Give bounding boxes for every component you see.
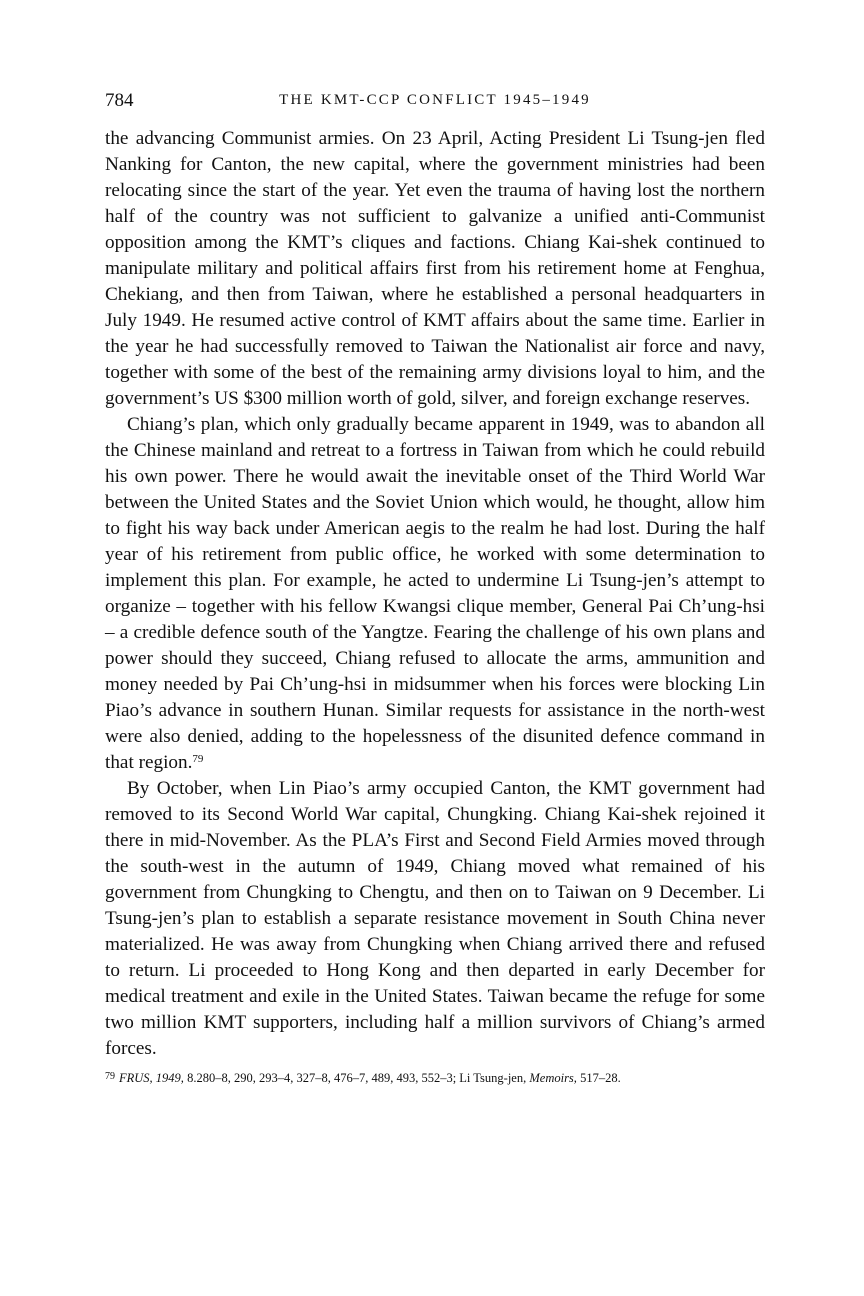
running-head: THE KMT-CCP CONFLICT 1945–1949 [279, 92, 591, 108]
paragraph-2-text: Chiang’s plan, which only gradually became apparent in 1949, was to abandon all the Chinese mainland and retreat to a fortress in Taiwan from which he could rebuild his own power. There he would await the inevitable onset of the Third World War between the United States and the Soviet Union which would, he thought, allow him to fight his way back under American aegis to the realm he had lost. During the half year of his retirement from public office, he worked with some determination to implement this plan. For example, he acted to undermine Li Tsung-jen’s attempt to organize – together with his fellow Kwangsi clique member, General Pai Ch’ung-hsi – a credible defence south of the Yangtze. Fearing the challenge of his own plans and power should they succeed, Chiang refused to allocate the arms, ammunition and money needed by Pai Ch’ung-hsi in midsummer when his forces were blocking Lin Piao’s advance in southern Hunan. Similar requests for assistance in the north-west were also denied, adding to the hopelessness of the disunited defence command in that region. [105, 414, 765, 773]
paragraph-1: the advancing Communist armies. On 23 April, Acting President Li Tsung-jen fled Nanking for Canton, the new capital, where the government ministries had been relocating since the start of the year. Yet even the trauma of having lost the northern half of the country was not sufficient to galvanize a unified anti-Communist opposition among the KMT’s cliques and factions. Chiang Kai-shek continued to manipulate military and political affairs first from his retirement home at Fenghua, Chekiang, and then from Taiwan, where he established a personal headquarters in July 1949. He resumed active control of KMT affairs about the same time. Earlier in the year he had successfully removed to Taiwan the Nationalist air force and navy, together with some of the best of the remaining army divisions loyal to him, and the government’s US $300 million worth of gold, silver, and foreign exchange reserves. [105, 128, 765, 409]
footnote-pages-frus: 8.280–8, 290, 293–4, 327–8, 476–7, 489, 493, 552–3; Li Tsung-jen, [183, 1071, 530, 1085]
paragraph-2 [105, 412, 765, 776]
page-header [105, 90, 765, 114]
footnote-source-frus: FRUS, 1949, [119, 1071, 184, 1085]
footnote [105, 1068, 765, 1087]
page-number: 784 [105, 90, 134, 111]
paragraph-3: By October, when Lin Piao’s army occupied Canton, the KMT government had removed to its Second World War capital, Chungking. Chiang Kai-shek rejoined it there in mid-November. As the PLA’s First and Second Field Armies moved through the south-west in the autumn of 1949, Chiang moved what remained of his government from Chungking to Chengtu, and then on to Taiwan on 9 December. Li Tsung-jen’s plan to establish a separate resistance movement in South China never materialized. He was away from Chungking when Chiang arrived there and refused to return. Li proceeded to Hong Kong and then departed in early December for medical treatment and exile in the United States. Taiwan became the refuge for some two million KMT supporters, including half a million survivors of Chiang’s armed forces. [105, 778, 765, 1059]
footnote-source-memoirs: Memoirs, [529, 1071, 577, 1085]
footnote-reference: 79 [192, 753, 204, 765]
footnote-pages-memoirs: 517–28. [576, 1071, 621, 1085]
footnote-number: 79 [105, 1071, 115, 1082]
book-page [105, 90, 765, 1087]
